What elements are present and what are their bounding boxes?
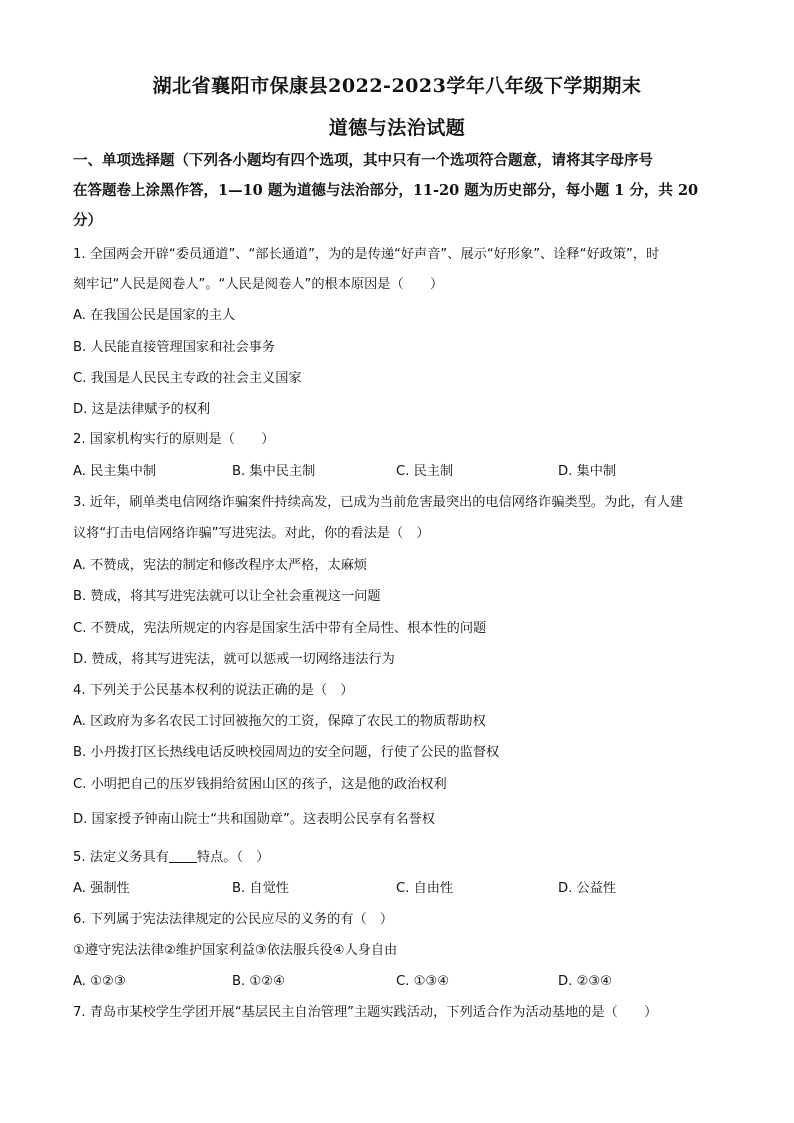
q1-option-c: C. 我国是人民民主专政的社会主义国家	[73, 371, 302, 386]
section-heading	[73, 146, 723, 236]
q4-option-d: D. 国家授予钟南山院士“共和国勋章”。这表明公民享有名誉权	[73, 812, 435, 827]
section-heading-line: 分）	[73, 212, 102, 229]
q1-option-b: B. 人民能直接管理国家和社会事务	[73, 340, 276, 355]
q3-stem-line2: 议将“打击电信网络诈骗”写进宪法。对此，你的看法是（ ）	[73, 526, 430, 541]
q5-stem-before: 5. 法定义务具有	[73, 850, 169, 865]
q5-option-b: B. 自觉性	[232, 881, 289, 896]
q2-option-d: D. 集中制	[558, 464, 617, 479]
q4-stem: 4. 下列关于公民基本权利的说法正确的是（ ）	[73, 683, 354, 698]
answer-blank	[169, 848, 197, 863]
q3-stem-line1: 3. 近年，刷单类电信网络诈骗案件持续高发，已成为当前危害最突出的电信网络诈骗类型。为此，有人建	[73, 495, 684, 510]
q1-option-a: A. 在我国公民是国家的主人	[73, 308, 236, 323]
q1-stem-line1: 1. 全国两会开辟“委员通道”、“部长通道”，为的是传递“好声音”、展示“好形象”、诠释“好政策”，时	[73, 247, 660, 262]
q4-option-c: C. 小明把自己的压岁钱捐给贫困山区的孩子，这是他的政治权利	[73, 777, 447, 792]
q5-stem-after: 特点。（ ）	[196, 850, 270, 865]
q6-items: ①遵守宪法法律②维护国家利益③依法服兵役④人身自由	[73, 943, 398, 958]
q6-stem: 6. 下列属于宪法法律规定的公民应尽的义务的有（ ）	[73, 912, 394, 927]
q2-option-c: C. 民主制	[396, 464, 454, 479]
q5-stem	[73, 848, 269, 867]
q3-option-c: C. 不赞成，宪法所规定的内容是国家生活中带有全局性、根本性的问题	[73, 621, 487, 636]
q3-option-b: B. 赞成，将其写进宪法就可以让全社会重视这一问题	[73, 589, 381, 604]
q2-stem: 2. 国家机构实行的原则是（ ）	[73, 432, 275, 447]
exam-subtitle: 道德与法治试题	[328, 117, 466, 139]
q6-option-b: B. ①②④	[232, 974, 285, 989]
q5-option-a: A. 强制性	[73, 881, 130, 896]
q6-option-a: A. ①②③	[73, 974, 126, 989]
q5-option-d: D. 公益性	[558, 881, 617, 896]
q3-option-a: A. 不赞成，宪法的制定和修改程序太严格，太麻烦	[73, 558, 368, 573]
q2-option-b: B. 集中民主制	[232, 464, 316, 479]
exam-title: 湖北省襄阳市保康县2022-2023学年八年级下学期期末	[152, 75, 642, 97]
q3-option-d: D. 赞成，将其写进宪法，就可以惩戒一切网络违法行为	[73, 652, 395, 667]
q1-stem-line2: 刻牢记“人民是阅卷人”。“人民是阅卷人”的根本原因是（ ）	[73, 277, 444, 292]
q1-option-d: D. 这是法律赋予的权利	[73, 402, 211, 417]
q2-option-a: A. 民主集中制	[73, 464, 157, 479]
q5-option-c: C. 自由性	[396, 881, 454, 896]
q7-stem: 7. 青岛市某校学生学团开展“基层民主自治管理”主题实践活动，下列适合作为活动基地的是（ ）	[73, 1005, 658, 1020]
q6-option-c: C. ①③④	[396, 974, 450, 989]
section-heading-line: 一、单项选择题（下列各小题均有四个选项，其中只有一个选项符合题意，请将其字母序号	[73, 152, 653, 169]
q6-option-d: D. ②③④	[558, 974, 613, 989]
q4-option-a: A. 区政府为多名农民工讨回被拖欠的工资，保障了农民工的物质帮助权	[73, 714, 486, 729]
q4-option-b: B. 小丹拨打区长热线电话反映校园周边的安全问题，行使了公民的监督权	[73, 745, 500, 760]
section-heading-line: 在答题卷上涂黑作答，1—10 题为道德与法治部分，11-20 题为历史部分，每小题 1 分，共 20	[73, 182, 699, 199]
